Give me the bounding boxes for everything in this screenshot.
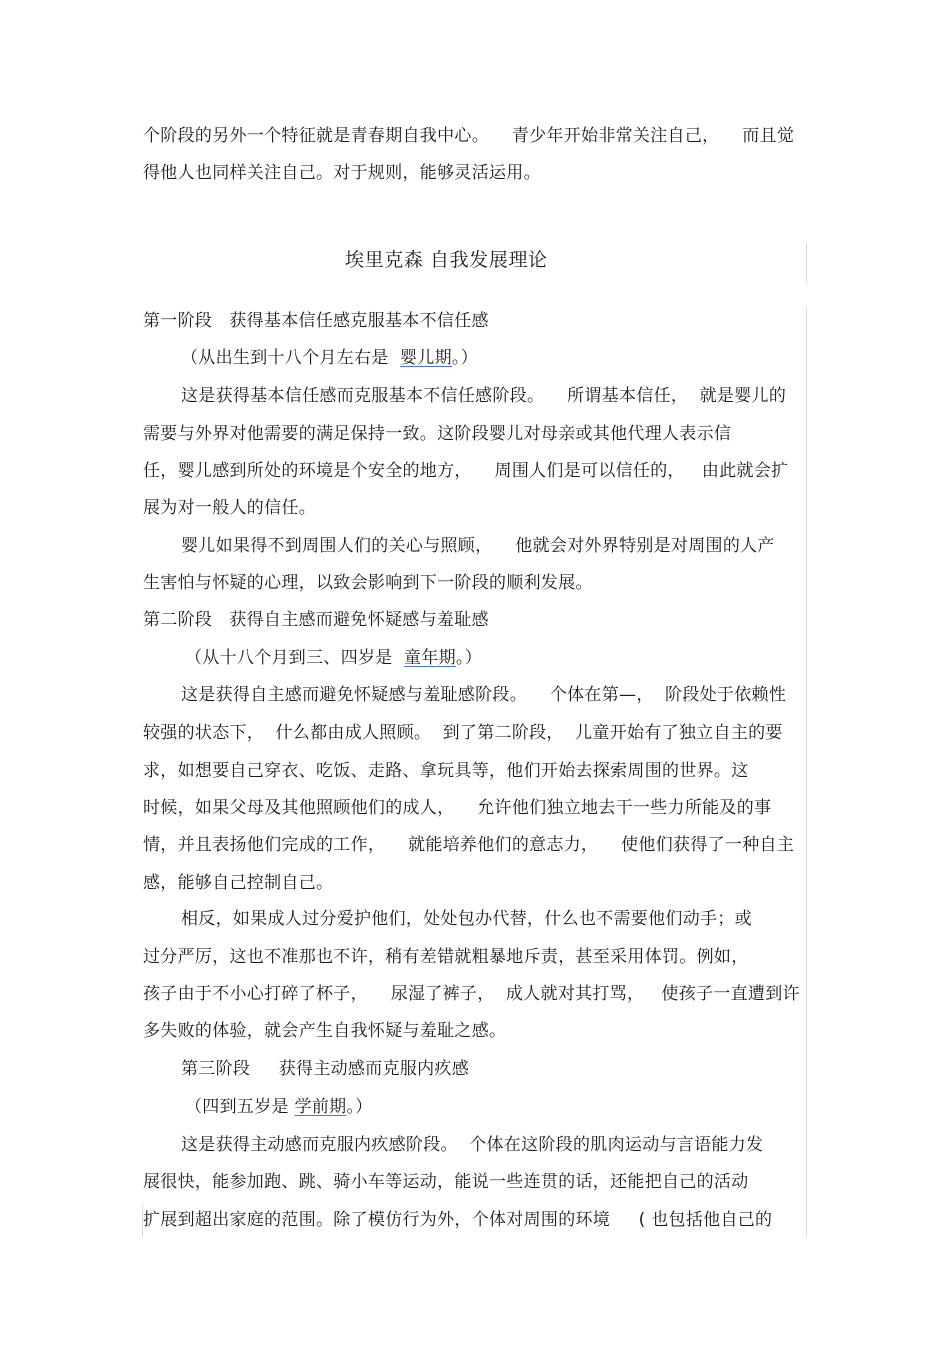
stage1-p1-line-3: 任，婴儿感到所处的环境是个安全的地方， 周围人们是可以信任的， 由此就会扩 — [143, 461, 789, 481]
stage2-p2-line-2: 过分严厉，这也不准那也不许，稍有差错就粗暴地斥责，甚至采用体罚。例如， — [143, 947, 749, 967]
right-margin-rule-top — [806, 243, 807, 283]
stage2-p1-line-1: 这是获得自主感而避免怀疑感与羞耻感阶段。 个体在第—， 阶段处于依赖性 — [181, 685, 787, 705]
stage2-p1-line-3: 求，如想要自己穿衣、吃饭、走路、拿玩具等，他们开始去探索周围的世界。这 — [143, 761, 749, 781]
stage3-age-prefix: （四到五岁是 — [185, 1097, 295, 1117]
stage3-age — [185, 1096, 373, 1118]
stage2-p1-line-6: 感，能够自己控制自己。 — [143, 873, 334, 893]
stage1-p1-line-4: 展为对一般人的信任。 — [143, 498, 316, 518]
stage2-age-prefix: （从十八个月到三、四岁是 — [185, 648, 405, 668]
stage2-p1-line-4: 时候，如果父母及其他照顾他们的成人， 允许他们独立地去干一些力所能及的事 — [143, 798, 772, 818]
stage2-heading: 第二阶段 获得自主感而避免怀疑感与羞耻感 — [143, 610, 489, 630]
stage2-p2-line-1: 相反，如果成人过分爱护他们，处处包办代替，什么也不需要他们动手；或 — [181, 909, 752, 929]
stage3-p1-line-2: 展很快，能参加跑、跳、骑小车等运动，能说一些连贯的话，还能把自己的活动 — [143, 1172, 749, 1192]
stage1-p1-line-2: 需要与外界对他需要的满足保持一致。这阶段婴儿对母亲或其他代理人表示信 — [143, 424, 732, 444]
section-title: 埃里克森 自我发展理论 — [345, 249, 548, 271]
stage2-p2-line-3: 孩子由于不小心打碎了杯子， 尿湿了裤子， 成人就对其打骂， 使孩子一直遭到许 — [143, 984, 800, 1004]
stage3-p1-line-3: 扩展到超出家庭的范围。除了模仿行为外，个体对周围的环境 ( 也包括他自己的 — [143, 1210, 773, 1230]
intro-line-1: 个阶段的另外一个特征就是青春期自我中心。 青少年开始非常关注自己， 而且觉 — [143, 126, 795, 146]
stage2-p1-line-2: 较强的状态下， 什么都由成人照顾。 到了第二阶段， 儿童开始有了独立自主的要 — [143, 723, 783, 743]
intro-line-2: 得他人也同样关注自己。对于规则，能够灵活运用。 — [143, 163, 541, 183]
stage3-p1-line-1: 这是获得主动感而克服内疚感阶段。 个体在这阶段的肌肉运动与言语能力发 — [181, 1135, 764, 1155]
stage3-heading: 第三阶段 获得主动感而克服内疚感 — [181, 1059, 470, 1079]
stage1-p2-line-2: 生害怕与怀疑的心理，以致会影响到下一阶段的顺利发展。 — [143, 573, 593, 593]
stage1-age-link[interactable]: 婴儿期 — [400, 348, 452, 368]
stage3-age-suffix: 。） — [346, 1097, 373, 1117]
stage1-age — [181, 347, 478, 369]
right-margin-rule — [806, 308, 807, 1236]
stage2-age-suffix: 。） — [455, 648, 483, 668]
stage1-age-suffix: 。） — [451, 348, 479, 368]
stage1-age-prefix: （从出生到十八个月左右是 — [181, 348, 401, 368]
stage2-age — [185, 647, 482, 669]
stage1-heading: 第一阶段 获得基本信任感克服基本不信任感 — [143, 311, 489, 331]
stage1-p1-line-1: 这是获得基本信任感而克服基本不信任感阶段。 所谓基本信任， 就是婴儿的 — [181, 386, 787, 406]
stage2-p2-line-4: 多失败的体验，就会产生自我怀疑与羞耻之感。 — [143, 1021, 507, 1041]
stage3-age-link[interactable]: 学前期 — [294, 1097, 347, 1117]
stage2-p1-line-5: 情，并且表扬他们完成的工作， 就能培养他们的意志力， 使他们获得了一种自主 — [143, 835, 795, 855]
stage2-age-link[interactable]: 童年期 — [404, 648, 456, 668]
stage1-p2-line-1: 婴儿如果得不到周围人们的关心与照顾， 他就会对外界特别是对周围的人产 — [181, 536, 775, 556]
